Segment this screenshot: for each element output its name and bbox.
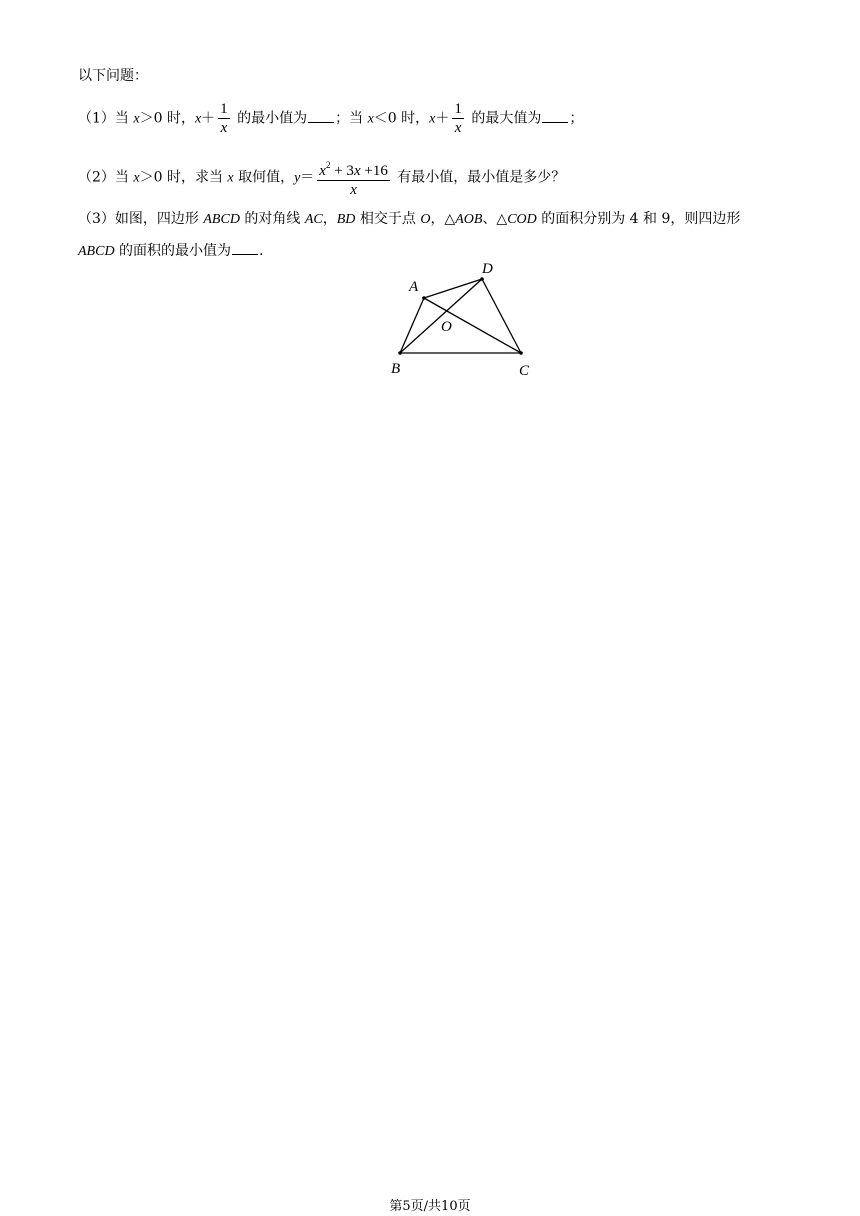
- q3-cod: COD: [507, 212, 537, 227]
- q1-var-x: x: [133, 111, 140, 127]
- q1-fraction-2: $\frac{1}{x}$: [454, 101, 462, 136]
- q1-text-1: 当: [114, 110, 134, 127]
- intro-text: 以下问题：: [78, 68, 148, 84]
- q2-var-x: x: [133, 170, 140, 186]
- question-3-line-2: [78, 240, 263, 262]
- q1-fraction-1: $\frac{1}{x}$: [220, 101, 228, 136]
- q1-text-2: 的最小值为: [232, 110, 308, 127]
- q2-text-1: 当: [114, 169, 134, 186]
- q1-plus: ＋: [201, 110, 216, 127]
- q2-text-3: 有最小值，最小值是多少？: [392, 169, 566, 186]
- q1-text-4: 的最大值为: [466, 110, 542, 127]
- q3-o: O: [420, 212, 431, 227]
- label-b: B: [391, 361, 401, 377]
- q2-cond: ＞0 时，求当: [139, 169, 228, 186]
- edge-da: [424, 279, 482, 298]
- label-a: A: [409, 279, 419, 295]
- label-c: C: [519, 363, 530, 379]
- q1-end: ；: [569, 110, 584, 127]
- quadrilateral-figure: [380, 255, 550, 385]
- q1-var-x-2: x: [367, 111, 374, 127]
- q3-bd: BD: [336, 212, 356, 227]
- q3-abcd-2: ABCD: [78, 244, 115, 259]
- q1-expr-x-2: x: [429, 111, 436, 127]
- q2-fraction: $\frac{x^2 + 3x +16}{x}$: [319, 160, 388, 198]
- edge-ab: [400, 298, 424, 353]
- q3-ac: AC: [304, 212, 323, 227]
- q1-blank-2: [542, 108, 568, 123]
- q3-text-4: ，△: [430, 211, 456, 227]
- q3-text-2: 的对角线: [239, 211, 305, 227]
- q2-var-y: y: [294, 170, 301, 186]
- question-2: [78, 156, 565, 200]
- q3-text-6: 的面积分别为 4 和 9，则四边形: [536, 211, 741, 227]
- q2-text-2: 取何值，: [233, 169, 295, 186]
- q3-text-5: 、△: [482, 211, 508, 227]
- q1-expr-x: x: [194, 111, 202, 127]
- label-o: O: [441, 319, 452, 335]
- q3-comma: ，: [322, 211, 337, 227]
- q3-aob: AOB: [455, 212, 483, 227]
- question-1: [78, 100, 583, 140]
- q3-blank: [232, 240, 258, 255]
- q1-text-3: ；当: [335, 110, 368, 127]
- q2-equals: ＝: [300, 169, 315, 186]
- q3-number: （3）: [78, 211, 115, 227]
- question-3-line-1: [78, 209, 740, 230]
- q2-var-x-2: x: [227, 170, 234, 186]
- page-footer: 第5页/共10页: [389, 1199, 471, 1214]
- q1-number: （1）: [78, 110, 115, 127]
- q1-cond-lt0: ＜0 时，: [373, 110, 430, 127]
- q3-text-1: 如图，四边形: [114, 211, 204, 227]
- q1-cond-gt0: ＞0 时，: [139, 110, 195, 127]
- q3-text-3: 相交于点: [355, 211, 421, 227]
- q3-text-7: 的面积的最小值为: [114, 243, 232, 259]
- q2-number: （2）: [78, 169, 115, 186]
- q1-plus-2: ＋: [435, 110, 450, 127]
- q3-end: .: [259, 243, 264, 259]
- q1-blank-1: [308, 108, 334, 123]
- label-d: D: [482, 261, 493, 277]
- q3-abcd: ABCD: [203, 212, 240, 227]
